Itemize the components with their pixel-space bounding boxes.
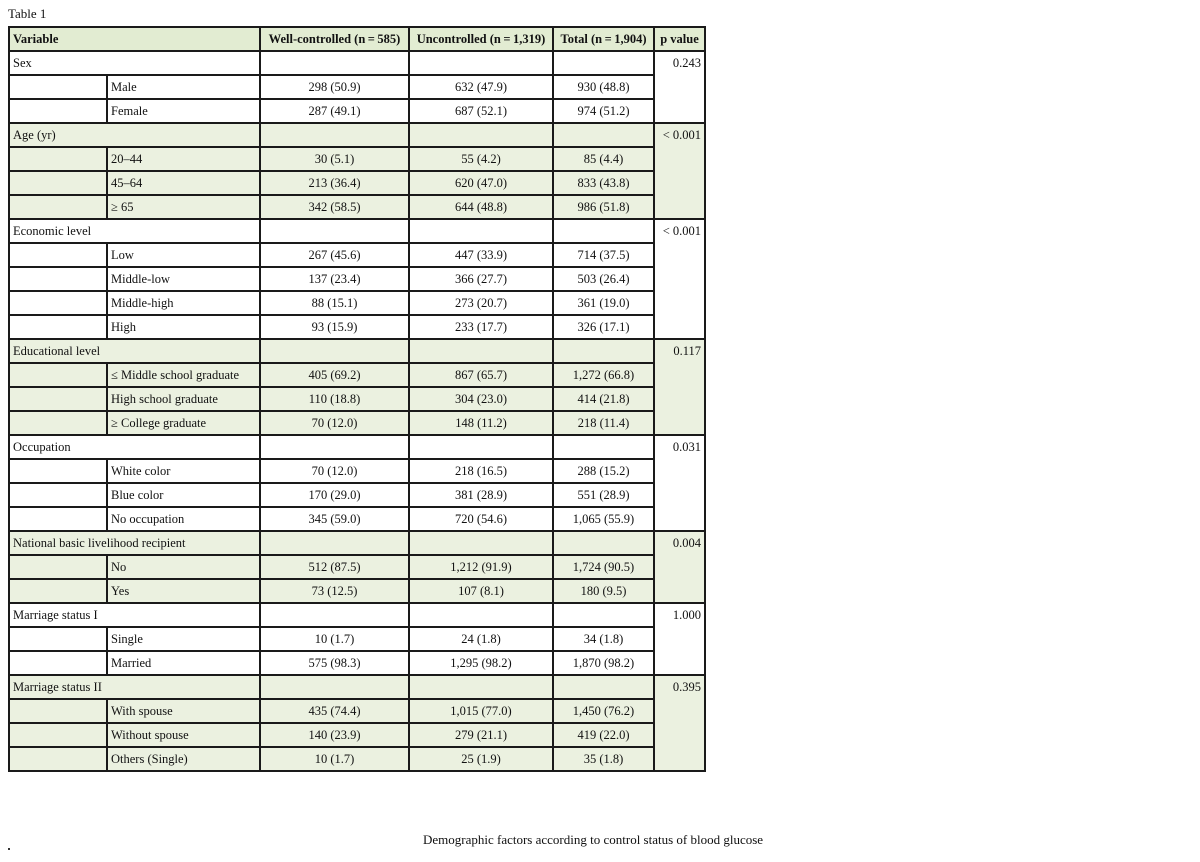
p-value-cell: 0.117 — [654, 339, 705, 435]
well-controlled-value: 10 (1.7) — [260, 627, 409, 651]
total-value: 930 (48.8) — [553, 75, 654, 99]
well-controlled-value: 73 (12.5) — [260, 579, 409, 603]
well-controlled-value: 10 (1.7) — [260, 747, 409, 771]
group-label: Educational level — [9, 339, 260, 363]
group-label: Occupation — [9, 435, 260, 459]
uncontrolled-value: 687 (52.1) — [409, 99, 553, 123]
p-value-cell: 0.031 — [654, 435, 705, 531]
well-controlled-value: 213 (36.4) — [260, 171, 409, 195]
total-cell — [553, 435, 654, 459]
well-controlled-value: 345 (59.0) — [260, 507, 409, 531]
indent-cell — [9, 747, 107, 771]
table-row — [9, 411, 705, 435]
well-controlled-value: 110 (18.8) — [260, 387, 409, 411]
well-controlled-cell — [260, 603, 409, 627]
group-label: National basic livelihood recipient — [9, 531, 260, 555]
well-controlled-value: 512 (87.5) — [260, 555, 409, 579]
table-row — [9, 363, 705, 387]
well-controlled-value: 405 (69.2) — [260, 363, 409, 387]
total-value: 1,870 (98.2) — [553, 651, 654, 675]
well-controlled-value: 70 (12.0) — [260, 459, 409, 483]
total-cell — [553, 531, 654, 555]
well-controlled-value: 267 (45.6) — [260, 243, 409, 267]
category-label: No occupation — [107, 507, 260, 531]
indent-cell — [9, 267, 107, 291]
group-header-row — [9, 531, 705, 555]
table-row — [9, 291, 705, 315]
table-row — [9, 315, 705, 339]
group-label: Economic level — [9, 219, 260, 243]
category-label: White color — [107, 459, 260, 483]
well-controlled-value: 170 (29.0) — [260, 483, 409, 507]
uncontrolled-value: 218 (16.5) — [409, 459, 553, 483]
uncontrolled-cell — [409, 435, 553, 459]
uncontrolled-cell — [409, 339, 553, 363]
well-controlled-value: 435 (74.4) — [260, 699, 409, 723]
well-controlled-value: 298 (50.9) — [260, 75, 409, 99]
uncontrolled-value: 1,212 (91.9) — [409, 555, 553, 579]
uncontrolled-value: 279 (21.1) — [409, 723, 553, 747]
p-value-cell: 0.243 — [654, 51, 705, 123]
indent-cell — [9, 315, 107, 339]
total-cell — [553, 675, 654, 699]
indent-cell — [9, 651, 107, 675]
total-value: 986 (51.8) — [553, 195, 654, 219]
indent-cell — [9, 75, 107, 99]
total-cell — [553, 51, 654, 75]
well-controlled-value: 137 (23.4) — [260, 267, 409, 291]
well-controlled-value: 30 (5.1) — [260, 147, 409, 171]
well-controlled-cell — [260, 51, 409, 75]
table-label: Table 1 — [8, 6, 47, 21]
indent-cell — [9, 243, 107, 267]
well-controlled-value: 88 (15.1) — [260, 291, 409, 315]
total-value: 288 (15.2) — [553, 459, 654, 483]
uncontrolled-value: 24 (1.8) — [409, 627, 553, 651]
header-row — [9, 27, 705, 51]
group-header-row — [9, 435, 705, 459]
total-value: 1,450 (76.2) — [553, 699, 654, 723]
indent-cell — [9, 387, 107, 411]
well-controlled-value: 140 (23.9) — [260, 723, 409, 747]
total-value: 326 (17.1) — [553, 315, 654, 339]
group-label: Age (yr) — [9, 123, 260, 147]
category-label: 45–64 — [107, 171, 260, 195]
table-row — [9, 99, 705, 123]
category-label: 20–44 — [107, 147, 260, 171]
category-label: Low — [107, 243, 260, 267]
total-value: 833 (43.8) — [553, 171, 654, 195]
well-controlled-value: 342 (58.5) — [260, 195, 409, 219]
group-header-row — [9, 675, 705, 699]
total-value: 974 (51.2) — [553, 99, 654, 123]
category-label: ≤ Middle school graduate — [107, 363, 260, 387]
group-header-row — [9, 123, 705, 147]
uncontrolled-value: 273 (20.7) — [409, 291, 553, 315]
uncontrolled-value: 620 (47.0) — [409, 171, 553, 195]
group-header-row — [9, 603, 705, 627]
header-uncontrolled: Uncontrolled (n = 1,319) — [409, 27, 553, 51]
category-label: Without spouse — [107, 723, 260, 747]
total-cell — [553, 339, 654, 363]
total-value: 714 (37.5) — [553, 243, 654, 267]
uncontrolled-value: 25 (1.9) — [409, 747, 553, 771]
table-row — [9, 75, 705, 99]
total-value: 34 (1.8) — [553, 627, 654, 651]
uncontrolled-value: 1,295 (98.2) — [409, 651, 553, 675]
indent-cell — [9, 723, 107, 747]
total-cell — [553, 123, 654, 147]
table-row — [9, 507, 705, 531]
table-row — [9, 747, 705, 771]
table-body — [9, 51, 705, 771]
indent-cell — [9, 579, 107, 603]
uncontrolled-value: 644 (48.8) — [409, 195, 553, 219]
table-row — [9, 627, 705, 651]
indent-cell — [9, 459, 107, 483]
uncontrolled-value: 107 (8.1) — [409, 579, 553, 603]
uncontrolled-value: 381 (28.9) — [409, 483, 553, 507]
group-label: Marriage status I — [9, 603, 260, 627]
group-label: Marriage status II — [9, 675, 260, 699]
table-row — [9, 579, 705, 603]
total-value: 180 (9.5) — [553, 579, 654, 603]
well-controlled-value: 575 (98.3) — [260, 651, 409, 675]
well-controlled-cell — [260, 339, 409, 363]
category-label: Middle-high — [107, 291, 260, 315]
well-controlled-value: 93 (15.9) — [260, 315, 409, 339]
category-label: No — [107, 555, 260, 579]
table-row — [9, 267, 705, 291]
category-label: With spouse — [107, 699, 260, 723]
p-value-cell: < 0.001 — [654, 219, 705, 339]
demographics-table — [8, 26, 706, 772]
total-value: 419 (22.0) — [553, 723, 654, 747]
category-label: Blue color — [107, 483, 260, 507]
indent-cell — [9, 363, 107, 387]
group-header-row — [9, 51, 705, 75]
uncontrolled-value: 632 (47.9) — [409, 75, 553, 99]
category-label: Female — [107, 99, 260, 123]
indent-cell — [9, 627, 107, 651]
uncontrolled-value: 148 (11.2) — [409, 411, 553, 435]
uncontrolled-cell — [409, 675, 553, 699]
total-value: 218 (11.4) — [553, 411, 654, 435]
well-controlled-value: 287 (49.1) — [260, 99, 409, 123]
table-row — [9, 171, 705, 195]
indent-cell — [9, 507, 107, 531]
table-row — [9, 195, 705, 219]
table-row — [9, 387, 705, 411]
total-value: 551 (28.9) — [553, 483, 654, 507]
category-label: ≥ College graduate — [107, 411, 260, 435]
table-row — [9, 723, 705, 747]
uncontrolled-value: 1,015 (77.0) — [409, 699, 553, 723]
header-well-controlled: Well-controlled (n = 585) — [260, 27, 409, 51]
group-header-row — [9, 219, 705, 243]
well-controlled-cell — [260, 531, 409, 555]
table-caption: Demographic factors according to control status of blood glucose — [423, 832, 764, 847]
total-value: 85 (4.4) — [553, 147, 654, 171]
uncontrolled-value: 447 (33.9) — [409, 243, 553, 267]
uncontrolled-cell — [409, 219, 553, 243]
table-row — [9, 699, 705, 723]
p-value-cell: 0.395 — [654, 675, 705, 771]
indent-cell — [9, 291, 107, 315]
category-label: Single — [107, 627, 260, 651]
table-row — [9, 651, 705, 675]
total-cell — [553, 603, 654, 627]
p-value-cell: 1.000 — [654, 603, 705, 675]
total-value: 361 (19.0) — [553, 291, 654, 315]
uncontrolled-value: 867 (65.7) — [409, 363, 553, 387]
total-value: 414 (21.8) — [553, 387, 654, 411]
table-row — [9, 147, 705, 171]
table-row — [9, 459, 705, 483]
category-label: High school graduate — [107, 387, 260, 411]
table-row — [9, 243, 705, 267]
stray-mark — [8, 848, 10, 850]
indent-cell — [9, 147, 107, 171]
table-row — [9, 483, 705, 507]
uncontrolled-value: 304 (23.0) — [409, 387, 553, 411]
well-controlled-value: 70 (12.0) — [260, 411, 409, 435]
total-value: 1,272 (66.8) — [553, 363, 654, 387]
category-label: Married — [107, 651, 260, 675]
group-label: Sex — [9, 51, 260, 75]
total-cell — [553, 219, 654, 243]
header-variable: Variable — [9, 27, 260, 51]
group-header-row — [9, 339, 705, 363]
indent-cell — [9, 195, 107, 219]
indent-cell — [9, 483, 107, 507]
uncontrolled-cell — [409, 123, 553, 147]
table-row — [9, 555, 705, 579]
uncontrolled-cell — [409, 531, 553, 555]
well-controlled-cell — [260, 123, 409, 147]
category-label: Yes — [107, 579, 260, 603]
category-label: High — [107, 315, 260, 339]
total-value: 503 (26.4) — [553, 267, 654, 291]
category-label: Others (Single) — [107, 747, 260, 771]
uncontrolled-value: 233 (17.7) — [409, 315, 553, 339]
uncontrolled-value: 366 (27.7) — [409, 267, 553, 291]
header-total: Total (n = 1,904) — [553, 27, 654, 51]
uncontrolled-value: 720 (54.6) — [409, 507, 553, 531]
total-value: 35 (1.8) — [553, 747, 654, 771]
category-label: Middle-low — [107, 267, 260, 291]
total-value: 1,724 (90.5) — [553, 555, 654, 579]
indent-cell — [9, 99, 107, 123]
well-controlled-cell — [260, 675, 409, 699]
p-value-cell: 0.004 — [654, 531, 705, 603]
category-label: ≥ 65 — [107, 195, 260, 219]
uncontrolled-cell — [409, 51, 553, 75]
well-controlled-cell — [260, 219, 409, 243]
indent-cell — [9, 411, 107, 435]
header-p-value: p value — [654, 27, 705, 51]
total-value: 1,065 (55.9) — [553, 507, 654, 531]
indent-cell — [9, 555, 107, 579]
uncontrolled-cell — [409, 603, 553, 627]
well-controlled-cell — [260, 435, 409, 459]
indent-cell — [9, 171, 107, 195]
uncontrolled-value: 55 (4.2) — [409, 147, 553, 171]
p-value-cell: < 0.001 — [654, 123, 705, 219]
indent-cell — [9, 699, 107, 723]
category-label: Male — [107, 75, 260, 99]
